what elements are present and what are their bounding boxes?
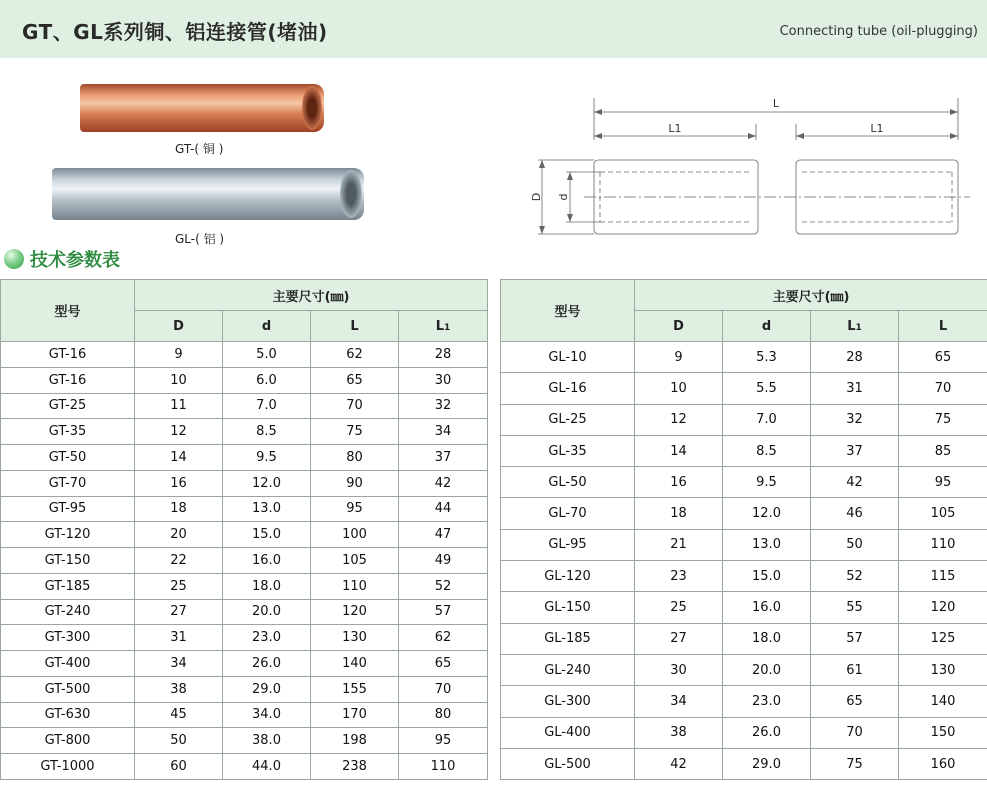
table-row [501,592,987,623]
table-row [1,548,488,574]
value-cell: 14 [635,435,723,466]
value-cell: 34 [135,651,223,677]
table-row [501,498,987,529]
table-row [1,754,488,780]
arrow-L1-right-start [796,133,804,139]
arrow-D-top [539,160,545,168]
model-cell: GL-300 [501,686,635,717]
page-header [0,0,987,58]
model-cell: GT-25 [1,393,135,419]
table-row [501,654,987,685]
arrow-d-bottom [567,214,573,222]
value-cell: 37 [811,435,899,466]
value-cell: 80 [399,702,488,728]
value-cell: 130 [899,654,987,685]
model-cell: GL-35 [501,435,635,466]
model-cell: GT-70 [1,470,135,496]
value-cell: 61 [811,654,899,685]
value-cell: 160 [899,748,987,779]
value-cell: 16 [135,470,223,496]
value-cell: 34.0 [223,702,311,728]
value-cell: 10 [635,373,723,404]
table-row [1,676,488,702]
table-row [501,623,987,654]
arrow-L1-left-start [594,133,602,139]
table-row [1,367,488,393]
value-cell: 27 [135,599,223,625]
page-subtitle: Connecting tube (oil-plugging) [779,24,978,39]
value-cell: 7.0 [223,393,311,419]
gt-table-body [1,342,488,780]
value-cell: 100 [311,522,399,548]
value-cell: 12 [635,404,723,435]
table-row [1,342,488,368]
value-cell: 6.0 [223,367,311,393]
value-cell: 5.0 [223,342,311,368]
model-cell: GL-120 [501,561,635,592]
gl-table-body [501,342,987,780]
label-L1-left: L1 [668,122,682,135]
value-cell: 13.0 [223,496,311,522]
value-cell: 57 [811,623,899,654]
value-cell: 16.0 [723,592,811,623]
table-row [501,342,987,373]
value-cell: 15.0 [723,561,811,592]
model-cell: GL-25 [501,404,635,435]
model-cell: GT-630 [1,702,135,728]
value-cell: 8.5 [223,419,311,445]
value-cell: 29.0 [223,676,311,702]
label-L: L [772,97,780,110]
value-cell: 52 [399,573,488,599]
model-cell: GL-70 [501,498,635,529]
aluminum-tube-image [52,168,364,220]
model-cell: GT-16 [1,342,135,368]
value-cell: 25 [635,592,723,623]
value-cell: 110 [311,573,399,599]
value-cell: 120 [899,592,987,623]
table-row [1,419,488,445]
value-cell: 34 [399,419,488,445]
value-cell: 44.0 [223,754,311,780]
table-row [501,529,987,560]
gl-spec-table [500,279,987,780]
value-cell: 75 [899,404,987,435]
model-cell: GL-240 [501,654,635,685]
value-cell: 12.0 [723,498,811,529]
value-cell: 23.0 [723,686,811,717]
value-cell: 28 [399,342,488,368]
value-cell: 26.0 [723,717,811,748]
table-row [501,404,987,435]
value-cell: 140 [899,686,987,717]
gl-model-header: 型号 [501,280,635,342]
copper-caption: GT-( 铜 ) [175,142,224,156]
value-cell: 31 [135,625,223,651]
gl-group-header: 主要尺寸(㎜) [635,280,987,311]
model-cell: GT-35 [1,419,135,445]
value-cell: 20.0 [223,599,311,625]
label-d: d [557,193,570,201]
value-cell: 18.0 [223,573,311,599]
value-cell: 42 [811,467,899,498]
value-cell: 15.0 [223,522,311,548]
model-cell: GT-95 [1,496,135,522]
value-cell: 65 [311,367,399,393]
label-L1-right: L1 [870,122,884,135]
value-cell: 125 [899,623,987,654]
value-cell: 65 [399,651,488,677]
model-cell: GT-120 [1,522,135,548]
section-heading [4,244,120,274]
value-cell: 150 [899,717,987,748]
value-cell: 21 [635,529,723,560]
table-row [1,728,488,754]
value-cell: 28 [811,342,899,373]
model-cell: GT-185 [1,573,135,599]
value-cell: 26.0 [223,651,311,677]
value-cell: 75 [811,748,899,779]
value-cell: 31 [811,373,899,404]
model-cell: GL-50 [501,467,635,498]
model-cell: GT-800 [1,728,135,754]
value-cell: 46 [811,498,899,529]
table-row [1,651,488,677]
value-cell: 49 [399,548,488,574]
model-cell: GL-16 [501,373,635,404]
model-cell: GT-50 [1,445,135,471]
value-cell: 50 [135,728,223,754]
value-cell: 30 [399,367,488,393]
value-cell: 70 [311,393,399,419]
value-cell: 70 [399,676,488,702]
value-cell: 42 [399,470,488,496]
value-cell: 34 [635,686,723,717]
model-cell: GL-500 [501,748,635,779]
value-cell: 155 [311,676,399,702]
tube-dimension-diagram [530,92,980,252]
page-title: GT、GL系列铜、铝连接管(堵油) [22,20,328,44]
model-cell: GT-150 [1,548,135,574]
model-cell: GT-16 [1,367,135,393]
value-cell: 22 [135,548,223,574]
table-row [1,496,488,522]
table-row [501,717,987,748]
arrow-L-right [950,109,958,115]
gl-col-L1: L1 [811,311,899,342]
value-cell: 32 [811,404,899,435]
label-D: D [530,192,543,202]
value-cell: 70 [899,373,987,404]
value-cell: 25 [135,573,223,599]
value-cell: 238 [311,754,399,780]
value-cell: 110 [899,529,987,560]
aluminum-tube-opening [340,170,362,218]
arrow-L1-right-end [950,133,958,139]
value-cell: 170 [311,702,399,728]
model-cell: GL-95 [501,529,635,560]
value-cell: 80 [311,445,399,471]
value-cell: 37 [399,445,488,471]
table-row [501,467,987,498]
gt-col-D: D [135,311,223,342]
value-cell: 30 [635,654,723,685]
value-cell: 16 [635,467,723,498]
table-row [501,686,987,717]
table-row [1,445,488,471]
value-cell: 20.0 [723,654,811,685]
table-row [1,393,488,419]
value-cell: 38.0 [223,728,311,754]
value-cell: 9 [635,342,723,373]
model-cell: GL-10 [501,342,635,373]
value-cell: 65 [899,342,987,373]
value-cell: 7.0 [723,404,811,435]
value-cell: 20 [135,522,223,548]
gt-col-L: L [311,311,399,342]
value-cell: 65 [811,686,899,717]
table-row [501,748,987,779]
arrow-D-bottom [539,226,545,234]
value-cell: 23.0 [223,625,311,651]
section-title: 技术参数表 [30,250,120,271]
value-cell: 75 [311,419,399,445]
value-cell: 12.0 [223,470,311,496]
value-cell: 50 [811,529,899,560]
model-cell: GT-240 [1,599,135,625]
value-cell: 38 [635,717,723,748]
gt-col-d: d [223,311,311,342]
value-cell: 120 [311,599,399,625]
model-cell: GL-150 [501,592,635,623]
value-cell: 90 [311,470,399,496]
copper-tube-opening [302,86,322,130]
value-cell: 62 [311,342,399,368]
value-cell: 85 [899,435,987,466]
value-cell: 130 [311,625,399,651]
value-cell: 23 [635,561,723,592]
model-cell: GT-400 [1,651,135,677]
model-cell: GT-300 [1,625,135,651]
value-cell: 18.0 [723,623,811,654]
value-cell: 42 [635,748,723,779]
arrow-L-left [594,109,602,115]
value-cell: 27 [635,623,723,654]
green-bullet-icon [4,249,24,269]
model-cell: GT-500 [1,676,135,702]
table-row [1,573,488,599]
value-cell: 60 [135,754,223,780]
value-cell: 105 [311,548,399,574]
value-cell: 95 [311,496,399,522]
model-cell: GL-185 [501,623,635,654]
gl-col-d: d [723,311,811,342]
value-cell: 115 [899,561,987,592]
value-cell: 10 [135,367,223,393]
gt-col-L1: L1 [399,311,488,342]
value-cell: 32 [399,393,488,419]
gt-spec-table [0,279,488,780]
value-cell: 70 [811,717,899,748]
value-cell: 9 [135,342,223,368]
value-cell: 9.5 [723,467,811,498]
table-row [1,470,488,496]
value-cell: 198 [311,728,399,754]
gl-col-D: D [635,311,723,342]
model-cell: GL-400 [501,717,635,748]
value-cell: 29.0 [723,748,811,779]
value-cell: 52 [811,561,899,592]
value-cell: 44 [399,496,488,522]
value-cell: 8.5 [723,435,811,466]
model-cell: GT-1000 [1,754,135,780]
value-cell: 13.0 [723,529,811,560]
value-cell: 47 [399,522,488,548]
value-cell: 18 [635,498,723,529]
value-cell: 5.3 [723,342,811,373]
value-cell: 18 [135,496,223,522]
value-cell: 38 [135,676,223,702]
value-cell: 5.5 [723,373,811,404]
value-cell: 16.0 [223,548,311,574]
gl-col-L: L [899,311,987,342]
table-row [501,435,987,466]
value-cell: 9.5 [223,445,311,471]
table-row [501,561,987,592]
gt-model-header: 型号 [1,280,135,342]
aluminum-caption: GL-( 铝 ) [175,232,225,246]
value-cell: 105 [899,498,987,529]
value-cell: 57 [399,599,488,625]
copper-tube-image [80,84,324,132]
value-cell: 95 [399,728,488,754]
value-cell: 45 [135,702,223,728]
arrow-L1-left-end [748,133,756,139]
value-cell: 11 [135,393,223,419]
value-cell: 55 [811,592,899,623]
value-cell: 110 [399,754,488,780]
value-cell: 14 [135,445,223,471]
gt-group-header: 主要尺寸(㎜) [135,280,488,311]
table-row [1,625,488,651]
value-cell: 95 [899,467,987,498]
value-cell: 12 [135,419,223,445]
value-cell: 140 [311,651,399,677]
arrow-d-top [567,172,573,180]
table-row [1,702,488,728]
table-row [501,373,987,404]
table-row [1,599,488,625]
table-row [1,522,488,548]
value-cell: 62 [399,625,488,651]
